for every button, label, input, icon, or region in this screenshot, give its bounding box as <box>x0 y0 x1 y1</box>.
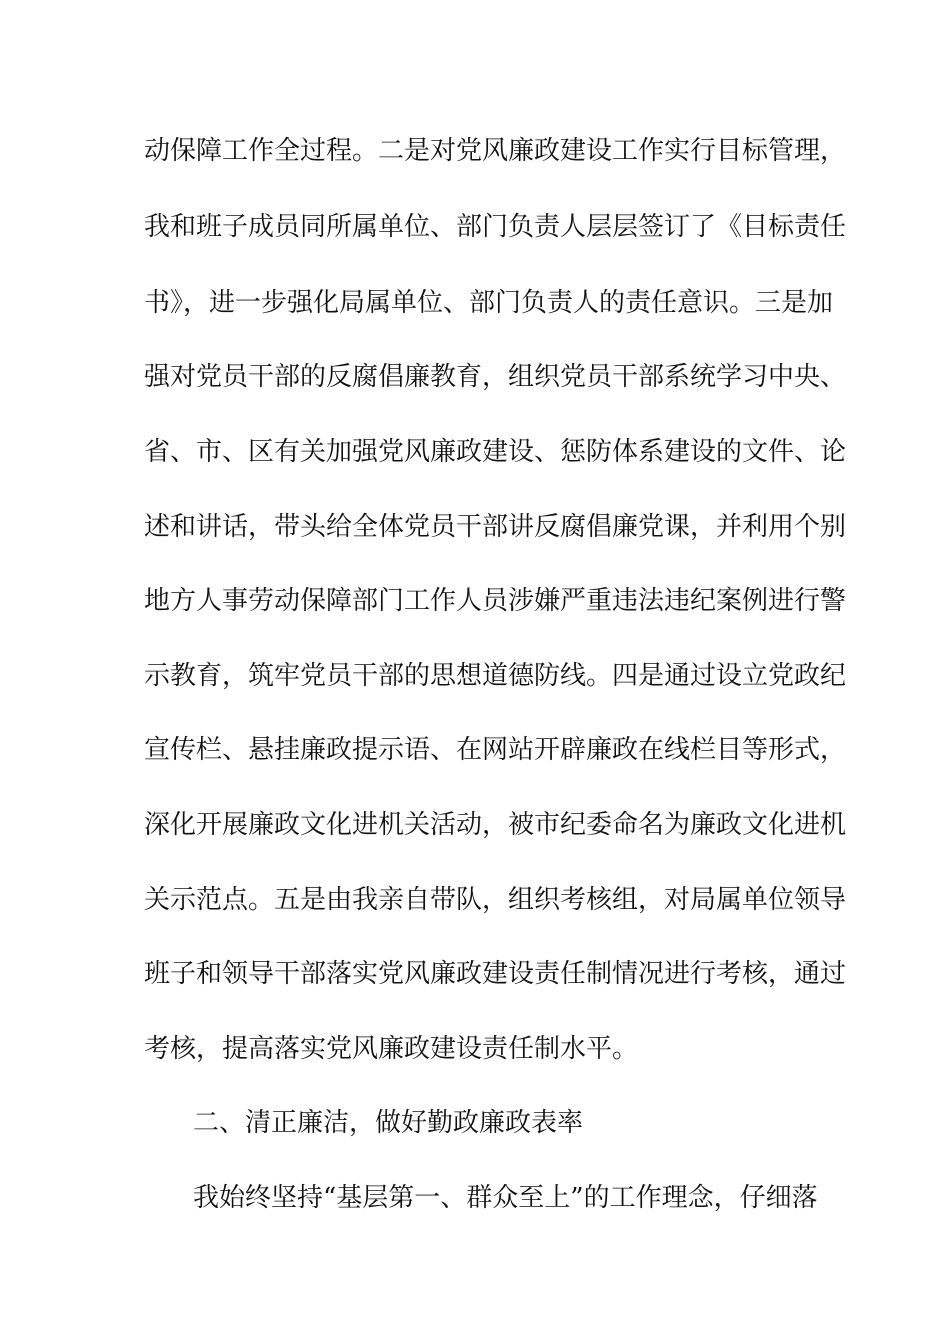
paragraph-1-line-7: 地方人事劳动保障部门工作人员涉嫌严重违法违纪案例进行警 <box>144 586 847 616</box>
section-heading: 二、清正廉洁，做好勤政廉政表率 <box>193 1108 584 1138</box>
paragraph-1-line-10: 深化开展廉政文化进机关活动，被市纪委命名为廉政文化进机 <box>144 810 847 840</box>
paragraph-1-line-11: 关示范点。五是由我亲自带队，组织考核组，对局属单位领导 <box>144 885 847 915</box>
paragraph-1-line-3: 书》，进一步强化局属单位、部门负责人的责任意识。三是加 <box>144 288 834 318</box>
paragraph-1-line-1: 动保障工作全过程。二是对党风廉政建设工作实行目标管理， <box>144 136 847 166</box>
paragraph-1-line-13: 考核，提高落实党风廉政建设责任制水平。 <box>144 1034 639 1064</box>
paragraph-1-line-4: 强对党员干部的反腐倡廉教育，组织党员干部系统学习中央、 <box>144 362 847 392</box>
paragraph-1-line-2: 我和班子成员同所属单位、部门负责人层层签订了《目标责任 <box>144 212 847 242</box>
paragraph-1-line-12: 班子和领导干部落实党风廉政建设责任制情况进行考核，通过 <box>144 959 847 989</box>
paragraph-2-line-1: 我始终坚持“基层第一、群众至上”的工作理念，仔细落 <box>193 1183 818 1213</box>
paragraph-1-line-9: 宣传栏、悬挂廉政提示语、在网站开辟廉政在线栏目等形式， <box>144 735 847 765</box>
paragraph-1-line-8: 示教育，筑牢党员干部的思想道德防线。四是通过设立党政纪 <box>144 661 847 691</box>
paragraph-1-line-6: 述和讲话，带头给全体党员干部讲反腐倡廉党课，并利用个别 <box>144 512 847 542</box>
paragraph-1-line-5: 省、市、区有关加强党风廉政建设、惩防体系建设的文件、论 <box>144 437 847 467</box>
